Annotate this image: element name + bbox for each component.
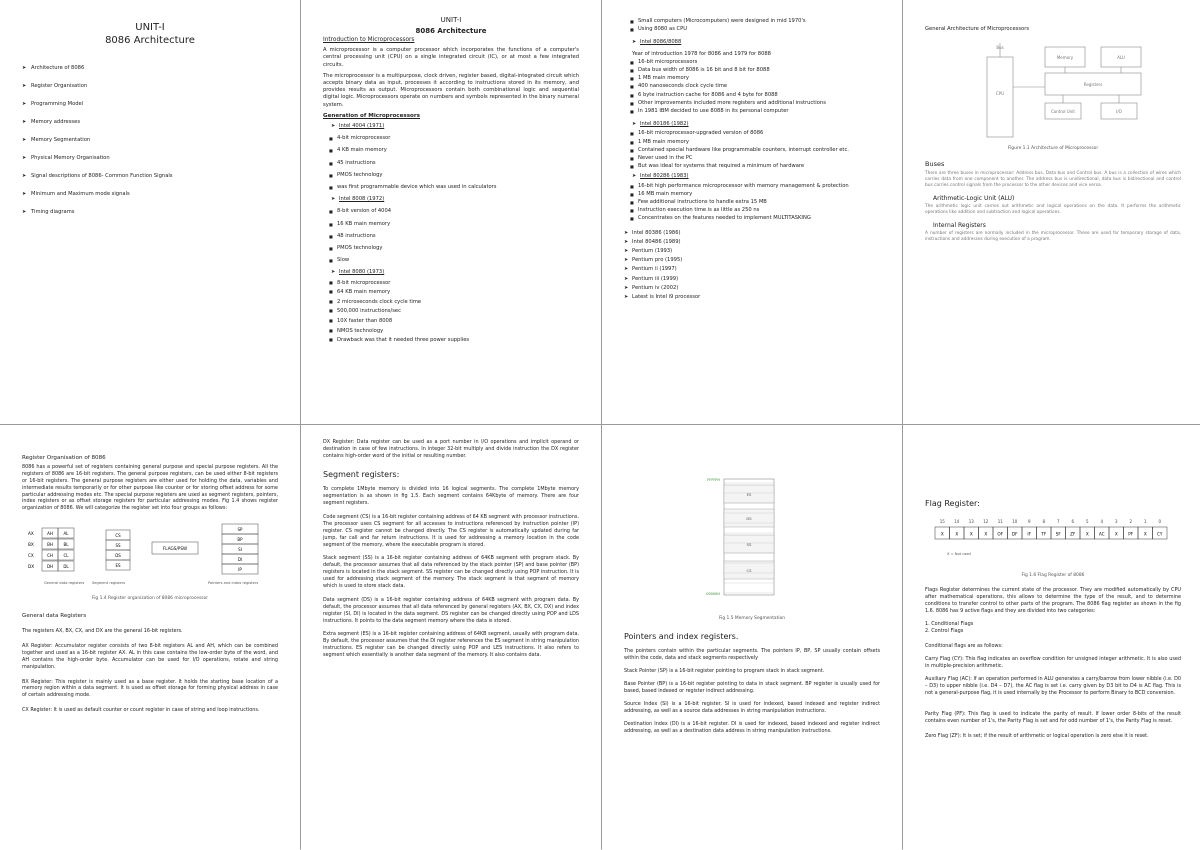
cs-label: CS <box>746 568 752 573</box>
gen-80186-list <box>624 130 880 170</box>
segment-registers-group <box>106 530 130 570</box>
intro-heading: Introduction to Microprocessors <box>323 37 415 43</box>
buses-heading: Buses <box>925 159 945 168</box>
top-address-label: FFFFFH <box>707 478 720 482</box>
list-item: ■ Slow <box>323 257 579 264</box>
list-item: ■ Contained special hardware like programmable counters, interrupt controller etc. <box>624 147 880 154</box>
flags-register-label: FLAGS/PSW <box>162 546 188 552</box>
page-2 <box>301 0 601 424</box>
list-item: ➤ Pentium iii (1999) <box>624 275 880 283</box>
register-organisation-caption: Fig 1.4 Register organization of 8086 microprocessor <box>91 596 209 602</box>
toc-item: ➤ Memory addresses <box>22 119 278 126</box>
list-item: ■ 16-bit microprocessors <box>624 59 880 66</box>
bit-number-label: 9 <box>1027 519 1031 524</box>
segment-register-label: CS <box>115 533 121 539</box>
pointer-registers-group <box>222 524 258 574</box>
list-item: ■ In 1981 IBM decided to use 8088 in its personal computer <box>624 108 880 115</box>
ds-label: DS <box>746 516 752 521</box>
register-organisation-heading: Register Organisation of 8086 <box>22 455 106 461</box>
register-high-label: DH <box>46 564 54 570</box>
bit-number-label: 15 <box>939 519 945 524</box>
microcomputer-list <box>624 18 880 33</box>
memory-segmentation-caption: Fig 1.5 Memory Segmentation <box>718 616 786 621</box>
intro-paragraph-1: A microprocessor is a computer processor which incorporates the functions of a computer's central processing unit (CPU) on a single integrated circuit (IC), or at most a few integrated circuits. <box>323 47 579 68</box>
architecture-caption: Figure 1.1 Architecture of Microprocessor <box>1007 146 1099 152</box>
architecture-title: 8086 Architecture <box>415 26 487 35</box>
bit-number-label: 1 <box>1143 519 1147 524</box>
bit-number-label: 6 <box>1071 519 1075 524</box>
register-name-label: BX <box>28 542 34 548</box>
flag-bit-label: IF <box>1027 531 1032 537</box>
dx-register-text: DX Register: Data register can be used as a port number in I/O operations and implicit operand or destination in case of few instructions. In integer 32-bit multiply and divide instruction the DX register contains high-order word of the initial or resulting number. <box>323 439 579 460</box>
flag-bit-label: X <box>1114 531 1118 537</box>
list-item: ■ 1 MB main memory <box>624 139 880 146</box>
pointer-register-label: BP <box>237 537 243 543</box>
control-unit-label: Control Unit <box>1051 109 1075 115</box>
list-item: ■ Concentrates on the features needed to implement MULTITASKING <box>624 215 880 222</box>
cpu-block <box>987 57 1013 137</box>
list-item: ■ was first programmable device which was used in calculators <box>323 184 579 191</box>
bus-label: Bus <box>996 45 1004 51</box>
list-item: ■ 16-bit microprocessor-upgraded version of 8086 <box>624 130 880 137</box>
register-organisation-figure <box>22 522 278 590</box>
list-item: ■ 8-bit version of 4004 <box>323 208 579 215</box>
not-used-note: X = Not used <box>947 552 971 556</box>
bit-number-label: 7 <box>1056 519 1060 524</box>
list-item: ■ 10X faster than 8008 <box>323 317 579 326</box>
register-name-label: DX <box>28 564 35 570</box>
later-processors-list <box>624 229 880 302</box>
gen-8086-title: ➤ Intel 8086/8088 <box>632 39 880 46</box>
flag-category-2: 2. Control Flags <box>925 628 964 634</box>
flag-register-caption: Fig 1.6 Flag Register of 8086 <box>1021 573 1085 578</box>
list-item: ■ 8-bit microprocessor <box>323 279 579 288</box>
general-architecture-heading: General Architecture of Microprocessors <box>925 26 1030 32</box>
registers-heading: Internal Registers <box>933 222 986 230</box>
list-item: ■ 45 instructions <box>323 160 579 167</box>
list-item: ■ 16-bit high performance microprocessor with memory management & protection <box>624 183 880 190</box>
general-registers-group <box>28 528 74 571</box>
bit-number-label: 4 <box>1100 519 1104 524</box>
pointer-register-label: SP <box>237 527 243 533</box>
gen-8008-title: ➤ Intel 8008 (1972) <box>331 196 579 203</box>
flags-paragraph: Flags Register determines the current state of the processor. They are modified automatically by CPU after mathematical operations, this allows to determine the type of the result, and to determine conditions to transfer control to other parts of the program. The 8086 flag register as shown in the fig 1.6. 8086 has 9 active flags and they are divided into two categories: <box>925 587 1181 614</box>
flag-category-1: 1. Conditional Flags <box>925 621 974 627</box>
flag-bit-label: TF <box>1041 531 1047 537</box>
toc-item: ➤ Architecture of 8086 <box>22 65 278 72</box>
gen-8080-list <box>323 279 579 345</box>
io-label: I/O <box>1116 109 1122 115</box>
list-item: ■ PMOS technology <box>323 245 579 252</box>
pointer-register-label: DI <box>237 557 243 563</box>
unit-title: UNIT-I <box>135 22 165 33</box>
pointers-intro: The pointers contain within the particular segments. The pointers IP, BP, SP usually contain offsets within the code, data and stack segments respectively <box>624 648 880 661</box>
list-item: ■ Drawback was that it needed three power supplies <box>323 336 579 345</box>
list-item: ■ 4 KB main memory <box>323 147 579 154</box>
bit-number-label: 13 <box>968 519 974 524</box>
gen-8080-title: ➤ Intel 8080 (1973) <box>331 269 579 276</box>
gen-4004-list <box>323 135 579 191</box>
page-8 <box>903 425 1200 850</box>
flag-bit-label: X <box>940 531 944 537</box>
list-item: ■ Never used in the PC <box>624 155 880 162</box>
architecture-diagram <box>925 39 1181 139</box>
memory-segmentation-figure <box>624 469 880 609</box>
cpu-label: CPU <box>995 91 1005 97</box>
unit-title: UNIT-I <box>440 16 462 24</box>
list-item: ➤ Intel 80386 (1986) <box>624 229 880 237</box>
intro-paragraph-2: The microprocessor is a multipurpose, clock driven, register based, digital-integrated circuit which accepts binary data as input, processes it according to instructions stored in its memory, and provides results as output. Microprocessors contain both combinational logic and sequential digital logic. Microprocessors operate on numbers and symbols represented in the binary numeral system. <box>323 72 579 108</box>
list-item: ■ Data bus width of 8086 is 16 bit and 8 bit for 8088 <box>624 67 880 74</box>
page-6 <box>301 425 601 850</box>
list-item: ■ 16 KB main memory <box>323 221 579 228</box>
list-item: ■ 4-bit microprocessor <box>323 135 579 142</box>
ss-label: SS <box>746 542 752 547</box>
registers-label: Registers <box>1083 82 1103 88</box>
general-data-registers-intro: The registers AX, BX, CX, and DX are the general 16-bit registers. <box>22 627 183 634</box>
list-item: ■ 1 MB main memory <box>624 75 880 82</box>
list-item: ➤ Intel 80486 (1989) <box>624 238 880 246</box>
list-item: ■ PMOS technology <box>323 172 579 179</box>
bit-number-label: 5 <box>1085 519 1089 524</box>
zero-flag-text: Zero Flag (ZF): It is set; if the result of arithmetic or logical operation is zero else it is reset. <box>925 733 1149 739</box>
list-item: ➤ Pentium (1993) <box>624 247 880 255</box>
registers-text: A number of registers are normally included in the microprocessor. These are used for temporary storage of data, instructions and addresses during execution of a program. <box>925 231 1181 243</box>
conditional-flags-heading: Conditional flags are as follows: <box>925 643 1003 649</box>
pointer-register-label: SI <box>238 547 242 553</box>
list-item: ■ 500,000 instructions/sec <box>323 307 579 316</box>
register-organisation-paragraph: 8086 has a powerful set of registers containing general purpose and special purpose registers. All the registers of 8086 are 16-bit registers. The general purpose registers, can be used either 8-bit registers or 16-bit registers. The general purpose registers are either used for holding the data, variables and intermediate results temporarily or for other purpose like counter or for storing offset address for some particular addressing modes etc. The special purpose registers are used as segment registers, pointers, index registers or as offset storage registers for particular addressing modes. Fig 1.4 shows register organization of 8086. We will categorize the register set into four groups as follows: <box>22 463 278 512</box>
flag-bit-label: PF <box>1128 531 1134 537</box>
generations-heading: Generation of Microprocessors <box>323 112 420 119</box>
group-label-segment: Segment registers <box>92 581 126 586</box>
register-name-label: CX <box>28 553 34 559</box>
bit-number-label: 12 <box>983 519 989 524</box>
segment-registers-intro: To complete 1Mbyte memory is divided into 16 logical segments. The complete 1Mbyte memory segmentation is as shown in fig 1.5. Each segment contains 64Kbyte of memory. There are four segment registers. <box>323 486 579 507</box>
list-item: ■ Small computers (Microcomputers) were designed in mid 1970's <box>624 18 880 25</box>
segment-registers-heading: Segment registers: <box>323 470 400 480</box>
list-item: ➤ Pentium ii (1997) <box>624 265 880 273</box>
parity-flag-text: Parity Flag (PF): This flag is used to indicate the parity of result. If lower order 8-bits of the result contains even number of 1's, the Parity Flag is set and for odd number of 1's, the Parity Flag is reset. <box>925 711 1181 724</box>
list-item: ■ Instruction execution time is as little as 250 ns <box>624 207 880 214</box>
flag-register-heading: Flag Register: <box>925 499 980 508</box>
flag-register-figure <box>925 515 1181 559</box>
list-item: ➤ Pentium pro (1995) <box>624 256 880 264</box>
ds-register-text: Data segment (DS) is a 16-bit register containing address of 64KB segment with program data. By default, the processor assumes that all data referenced by general registers (AX, BX, CX, DX) and index register (SI, DI) is located in the data segment. DS register can be changed directly using POP and LDS instructions. It points to the data segment memory where the data is stored. <box>323 596 579 624</box>
pointer-register-label: IP <box>238 567 242 573</box>
ss-register-text: Stack segment (SS) is a 16-bit register containing address of 64KB segment with program stack. By default, the processor assumes that all data referenced by the stack pointer (SP) and base pointer (BP) registers is located in the stack segment. SS register can be changed directly using POP instruction. It is used for addressing stack segment of the memory. The stack segment is that segment of memory which is used to store stack data. <box>323 555 579 590</box>
list-item: ➤ Pentium iv (2002) <box>624 284 880 292</box>
toc-item: ➤ Register Organisation <box>22 83 278 90</box>
gen-8008-list <box>323 208 579 264</box>
bit-number-label: 3 <box>1114 519 1118 524</box>
flag-bits-group <box>935 519 1167 539</box>
flag-bit-label: X <box>1143 531 1147 537</box>
page-3 <box>602 0 902 424</box>
flag-bit-label: AC <box>1098 531 1105 537</box>
alu-text: The arithmetic logic unit carries out arithmetic and logical operations on the data. It performs the arithmetic operations like addition and subtraction and logical operations. <box>925 204 1181 216</box>
flag-bit-label: CY <box>1157 531 1163 537</box>
bp-register-text: Base Pointer (BP) is a 16-bit register pointing to data in stack segment. BP register is usually used for based, based indexed or register indirect addressing. <box>624 681 880 694</box>
toc-item: ➤ Timing diagrams <box>22 209 278 216</box>
register-low-label: DL <box>63 564 69 570</box>
ax-register-text: AX Register: Accumulator register consists of two 8-bit registers AL and AH, which can be combined together and used as a 16-bit register AX. AL in this case contains the low-order byte of the word, and AH contains the high-order byte. Accumulator can be used for I/O operations, rotate and string manipulation. <box>22 642 278 670</box>
list-item: ■ 2 microseconds clock cycle time <box>323 298 579 307</box>
general-data-registers-heading: General data Registers <box>22 613 87 620</box>
bottom-address-label: 00000H <box>706 592 720 596</box>
gen-80186-title: ➤ Intel 80186 (1982) <box>632 121 880 128</box>
toc-item: ➤ Signal descriptions of 8086- Common Function Signals <box>22 173 278 180</box>
es-label: ES <box>746 492 752 497</box>
list-item: ■ 16 MB main memory <box>624 191 880 198</box>
register-name-label: AX <box>28 531 34 537</box>
sp-register-text: Stack Pointer (SP) is a 16-bit register pointing to program stack in stack segment. <box>624 668 825 674</box>
flag-bit-label: X <box>1085 531 1089 537</box>
si-register-text: Source Index (SI) is a 16-bit register. SI is used for indexed, based indexed and register indirect addressing, as well as a source data addresses in string manipulation instructions. <box>624 701 880 714</box>
memory-label: Memory <box>1056 55 1074 61</box>
segment-register-label: ES <box>115 563 121 569</box>
page-4 <box>903 0 1200 424</box>
cx-register-text: CX Register: It is used as default counter or count register in case of string and loop instructions. <box>22 707 260 714</box>
register-low-label: AL <box>63 531 69 537</box>
group-label-general: General data registers <box>44 581 85 586</box>
flag-bit-label: DF <box>1011 531 1018 537</box>
gen-80286-list <box>624 183 880 223</box>
gen-4004-title: ➤ Intel 4004 (1971) <box>331 123 579 130</box>
list-item: ➤ Latest is Intel i9 processor <box>624 293 880 301</box>
register-high-label: AH <box>47 531 53 537</box>
list-item: ■ 400 nanoseconds clock cycle time <box>624 83 880 90</box>
segment-register-label: SS <box>115 543 121 549</box>
toc-list <box>22 65 278 216</box>
list-item: ■ Using 8080 as CPU <box>624 26 880 33</box>
gen-80286-title: ➤ Intel 80286 (1983) <box>632 173 880 180</box>
architecture-title: 8086 Architecture <box>105 34 195 46</box>
bit-number-label: 8 <box>1042 519 1046 524</box>
carry-flag-text: Carry Flag (CY): This flag indicates an overflow condition for unsigned integer arithmetic. It is also used in multiple-precision arithmetic. <box>925 656 1181 669</box>
group-label-pointer: Pointers and index registers <box>208 581 259 586</box>
toc-item: ➤ Memory Segmentation <box>22 137 278 144</box>
gen-8086-list <box>624 59 880 115</box>
page-7 <box>602 425 902 850</box>
buses-text: There are three buses in microprocessor: Address bus, Data bus and Control bus. A bus is a collection of wires which carries data from one component to another. The address bus is unidirectional, data bus is bidirectional and control bus carries control signals from the processor to the other devices and vice versa. <box>925 170 1181 188</box>
flag-bit-label: X <box>969 531 973 537</box>
register-low-label: CL <box>63 553 69 559</box>
list-item: ■ NMOS technology <box>323 327 579 336</box>
cs-register-text: Code segment (CS) is a 16-bit register containing address of 64 KB segment with processor instructions. The processor uses CS segment for all accesses to instructions referenced by instruction pointer (IP) register. CS register cannot be changed directly. The CS register is automatically updated during far jump, far call and far return instructions. It is used for addressing a memory location in the code segment of the memory, where the executable program is stored. <box>323 513 580 548</box>
bit-number-label: 0 <box>1158 519 1162 524</box>
gen-8086-year: Year of introduction 1978 for 8086 and 1979 for 8088 <box>632 50 771 57</box>
toc-item: ➤ Physical Memory Organisation <box>22 155 278 162</box>
register-low-label: BL <box>63 542 69 548</box>
bit-number-label: 10 <box>1012 519 1018 524</box>
flag-bit-label: X <box>984 531 988 537</box>
list-item: ■ But was ideal for systems that required a minimum of hardware <box>624 163 880 170</box>
register-high-label: CH <box>47 553 53 559</box>
list-item: ■ 6 byte instruction cache for 8086 and 4 byte for 8088 <box>624 92 880 99</box>
es-register-text: Extra segment (ES) is a 16-bit register containing address of 64KB segment, usually with program data. By default, the processor assumes that the DI register references the ES segment in string manipulation instructions. ES register can be changed directly using POP and LES instructions. It also refers to segment which essentially is another data segment of the memory. It also contains data. <box>323 630 579 659</box>
page-1 <box>0 0 300 424</box>
page-5 <box>0 425 300 850</box>
pointers-index-heading: Pointers and index registers. <box>624 632 739 641</box>
list-item: ■ Other improvements included more registers and additional instructions <box>624 100 880 107</box>
bit-number-label: 11 <box>997 519 1003 524</box>
alu-label: ALU <box>1117 55 1125 61</box>
flag-bit-label: ZF <box>1070 531 1076 537</box>
bit-number-label: 14 <box>954 519 960 524</box>
di-register-text: Destination Index (DI) is a 16-bit register. DI is used for indexed, based indexed and register indirect addressing, as well as a destination data address in string manipulation instructions. <box>624 721 880 734</box>
bit-number-label: 2 <box>1129 519 1133 524</box>
auxiliary-flag-text: Auxiliary Flag (AC): If an operation performed in ALU generates a carry/barrow from lower nibble (i.e. D0 – D3) to upper nibble (i.e. D4 – D7), the AC flag is set i.e. carry given by D3 bit to D4 is AC flag. This is not a general-purpose flag, it is used internally by the Processor to perform Binary to BCD conversion. <box>925 676 1181 696</box>
bx-register-text: BX Register: This register is mainly used as a base register. It holds the starting base location of a memory region within a data segment. It is used as offset storage for forming physical address in case of certain addressing mode. <box>22 678 278 699</box>
toc-item: ➤ Programming Model <box>22 101 278 108</box>
segment-register-label: DS <box>115 553 121 559</box>
list-item: ■ 64 KB main memory <box>323 288 579 297</box>
flag-bit-label: OF <box>997 531 1004 537</box>
register-high-label: BH <box>47 542 53 548</box>
list-item: ■ 48 instructions <box>323 233 579 240</box>
flag-bit-label: SF <box>1055 531 1061 537</box>
list-item: ■ Few additional instructions to handle extra 15 MB <box>624 199 880 206</box>
flag-bit-label: X <box>955 531 959 537</box>
alu-heading: Arithmetic-Logic Unit (ALU) <box>933 194 1015 202</box>
toc-item: ➤ Minimum and Maximum mode signals <box>22 191 278 198</box>
